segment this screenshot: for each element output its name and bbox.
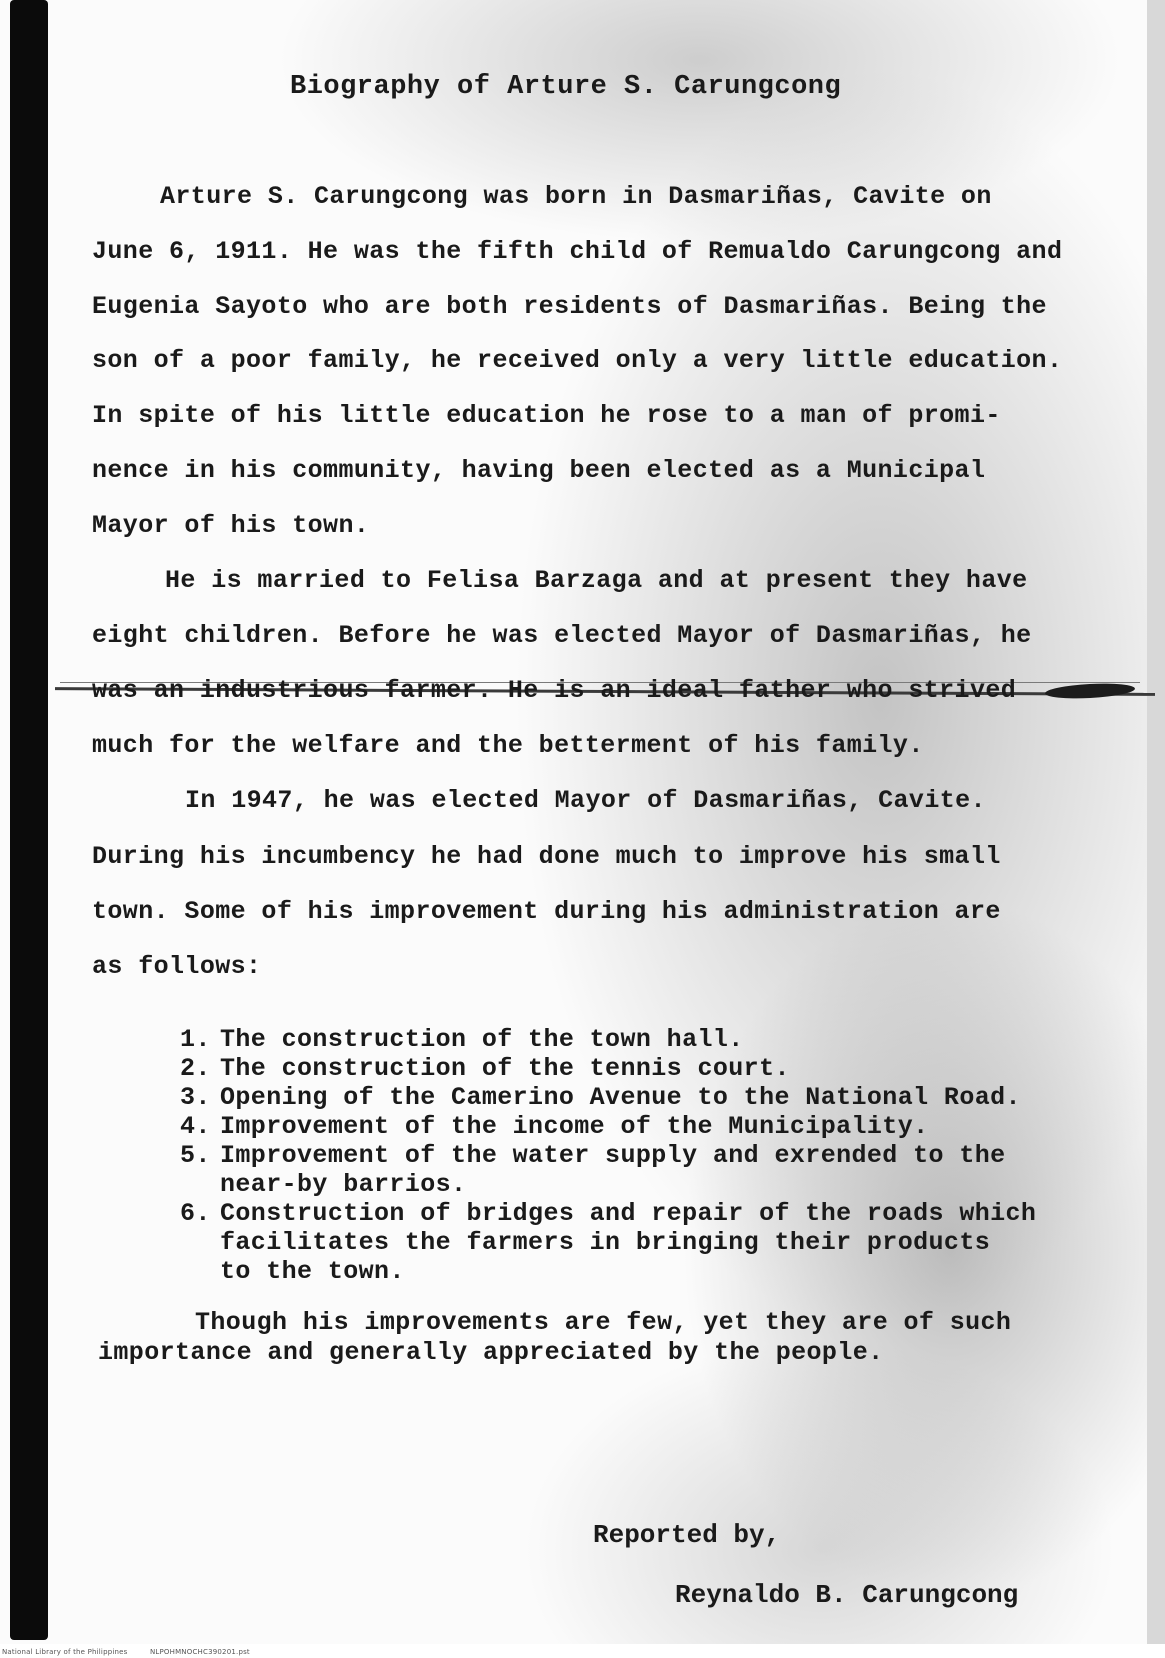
list-item-number: 3.	[180, 1083, 211, 1112]
list-item-number: 1.	[180, 1025, 211, 1054]
footer-file-id: NLPOHMNOCHC390201.pst	[149, 1648, 250, 1656]
paragraph-2-line: was an industrious farmer. He is an ideal father who strived	[92, 676, 1017, 705]
paragraph-1-line: Arture S. Carungcong was born in Dasmariñas, Cavite on	[160, 182, 992, 211]
list-item-text: Opening of the Camerino Avenue to the National Road.	[220, 1083, 1021, 1112]
list-item	[180, 1025, 1036, 1054]
list-item-text: Improvement of the water supply and exrended to the near-by barrios.	[220, 1141, 1006, 1199]
reporter-name: Reynaldo B. Carungcong	[675, 1580, 1019, 1610]
paragraph-3-line: town. Some of his improvement during his administration are	[92, 897, 1001, 926]
list-item-number: 4.	[180, 1112, 211, 1141]
paragraph-3-line: as follows:	[92, 952, 262, 981]
paragraph-1-line: In spite of his little education he rose to a man of promi-	[92, 401, 1001, 430]
paragraph-1-line: nence in his community, having been elected as a Municipal	[92, 456, 986, 485]
list-item	[180, 1112, 1036, 1141]
scan-right-edge	[1147, 0, 1165, 1645]
list-item	[180, 1141, 1036, 1199]
list-item-number: 6.	[180, 1199, 211, 1228]
list-item-text: Construction of bridges and repair of the roads which facilitates the farmers in bringing their products to the town.	[220, 1199, 1037, 1286]
footer-caption	[2, 1648, 270, 1656]
list-item-text: Improvement of the income of the Municipality.	[220, 1112, 929, 1141]
list-item-text: The construction of the town hall.	[220, 1025, 744, 1054]
reported-by-label: Reported by,	[593, 1520, 781, 1550]
paragraph-3-line: During his incumbency he had done much to improve his small	[92, 842, 1001, 871]
paragraph-1-line: Eugenia Sayoto who are both residents of Dasmariñas. Being the	[92, 292, 1047, 321]
list-item-number: 2.	[180, 1054, 211, 1083]
paragraph-2-line: much for the welfare and the betterment of his family.	[92, 731, 924, 760]
list-item-number: 5.	[180, 1141, 211, 1170]
scan-binding-edge	[10, 0, 48, 1640]
footer-library: National Library of the Philippines	[2, 1648, 128, 1656]
paragraph-2-line: He is married to Felisa Barzaga and at present they have	[165, 566, 1028, 595]
paragraph-2-line: eight children. Before he was elected Mayor of Dasmariñas, he	[92, 621, 1032, 650]
paragraph-1-line: June 6, 1911. He was the fifth child of Remualdo Carungcong and	[92, 237, 1063, 266]
list-item	[180, 1083, 1036, 1112]
list-item-text: The construction of the tennis court.	[220, 1054, 790, 1083]
paragraph-1-line: Mayor of his town.	[92, 511, 370, 540]
closing-line: importance and generally appreciated by the people.	[98, 1338, 884, 1367]
list-item	[180, 1054, 1036, 1083]
closing-line: Though his improvements are few, yet they are of such	[195, 1308, 1012, 1337]
paragraph-3-line: In 1947, he was elected Mayor of Dasmariñas, Cavite.	[185, 786, 986, 815]
paragraph-1-line: son of a poor family, he received only a very little education.	[92, 346, 1063, 375]
improvements-list	[180, 1025, 1036, 1286]
document-title: Biography of Arture S. Carungcong	[290, 72, 842, 102]
list-item	[180, 1199, 1036, 1286]
